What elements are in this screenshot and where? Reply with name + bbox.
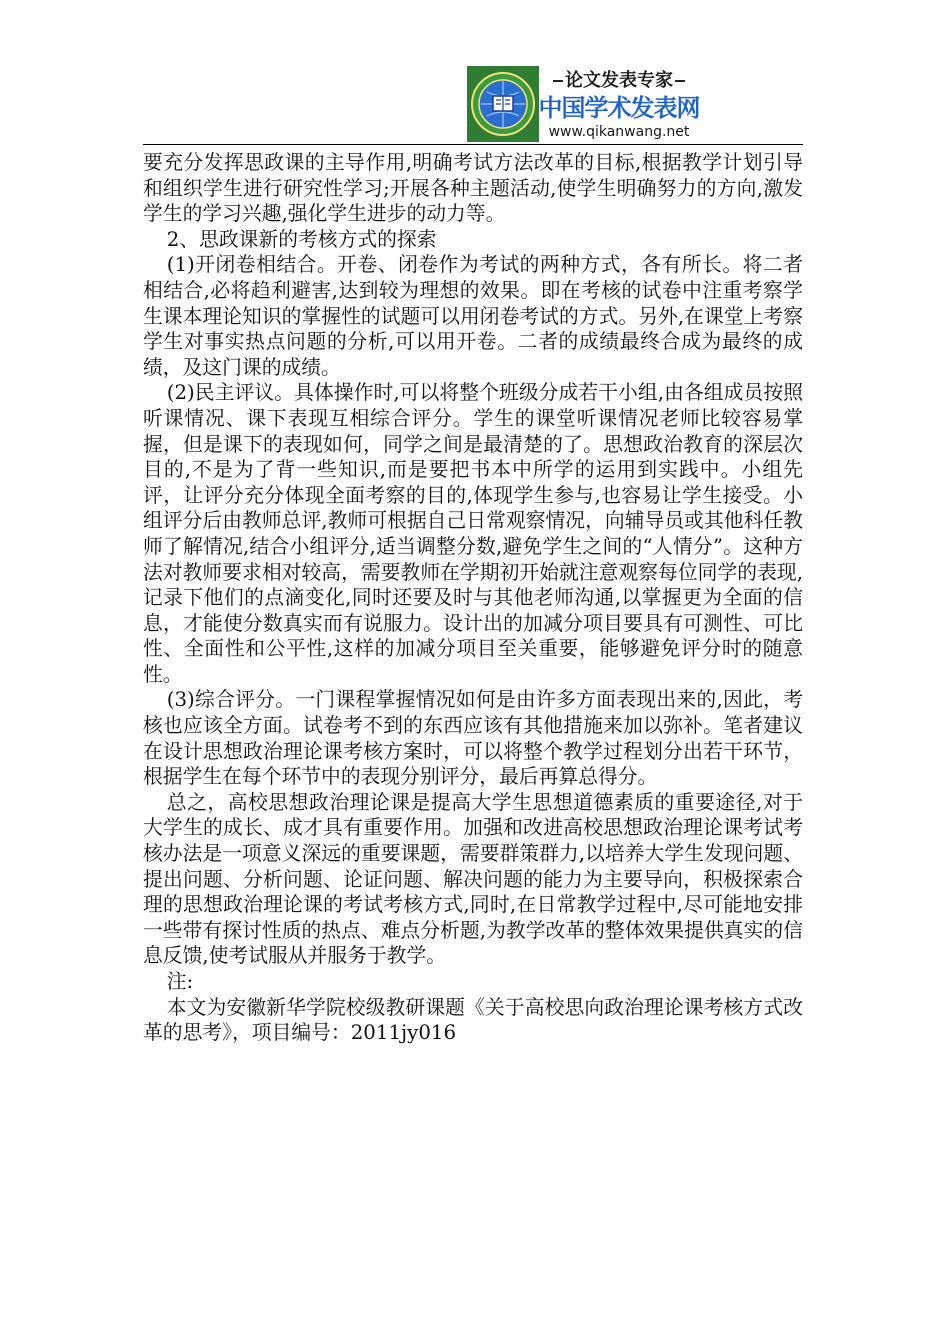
paragraph-open-closed-exam: (1)开闭卷相结合。开卷、闭卷作为考试的两种方式，各有所长。将二者相结合,必将趋利避害,达到较为理想的效果。即在考核的试卷中注重考察学生课本理论知识的掌握性的试题可以用闭卷考试的方式。另外,在课堂上考察学生对事实热点问题的分析,可以用开卷。二者的成绩最终合成为最终的成绩，及这门课的成绩。	[143, 253, 803, 379]
site-logo	[467, 66, 699, 144]
paragraph-conclusion: 总之，高校思想政治理论课是提高大学生思想道德素质的重要途径,对于大学生的成长、成才具有重要作用。加强和改进高校思想政治理论课考试考核办法是一项意义深远的重要课题，需要群策群力,以培养大学生发现问题、提出问题、分析问题、论证问题、解决问题的能力为主要导向，积极探索合理的思想政治理论课的考试考核方式,同时,在日常教学过程中,尽可能地安排一些带有探讨性质的热点、难点分析题,为教学改革的整体效果提供真实的信息反馈,使考试服从并服务于教学。	[143, 790, 803, 968]
article-body	[143, 150, 803, 1046]
paragraph-comprehensive-score: (3)综合评分。一门课程掌握情况如何是由许多方面表现出来的,因此，考核也应该全方面。试卷考不到的东西应该有其他措施来加以弥补。笔者建议在设计思想政治理论课考核方案时，可以将整个教学过程划分出若干环节，根据学生在每个环节中的表现分别评分，最后再算总得分。	[143, 688, 803, 789]
note-text: 本文为安徽新华学院校级教研课题《关于高校思向政治理论课考核方式改革的思考》，项目编号：2011jy016	[143, 995, 803, 1045]
note-label: 注:	[166, 970, 194, 993]
header-divider	[143, 144, 803, 145]
paragraph-democratic-review: (2)民主评议。具体操作时,可以将整个班级分成若干小组,由各组成员按照听课情况、课下表现互相综合评分。学生的课堂听课情况老师比较容易掌握，但是课下的表现如何，同学之间是最清楚的了。思想政治教育的深层次目的,不是为了背一些知识,而是要把书本中所学的运用到实践中。小组先评，让评分充分体现全面考察的目的,体现学生参与,也容易让学生接受。小组评分后由教师总评,教师可根据自己日常观察情况，向辅导员或其他科任教师了解情况,结合小组评分,适当调整分数,避免学生之间的“人情分”。这种方法对教师要求相对较高，需要教师在学期初开始就注意观察每位同学的表现,记录下他们的点滴变化,同时还要及时与其他老师沟通,以掌握更为全面的信息，才能使分数真实而有说服力。设计出的加减分项目要具有可测性、可比性、全面性和公平性,这样的加减分项目至关重要，能够避免评分时的随意性。	[143, 381, 803, 686]
logo-url: www.qikanwang.net	[548, 124, 690, 140]
logo-tagline: 论文发表专家	[539, 70, 699, 92]
logo-title: 中国学术发表网	[538, 94, 700, 122]
globe-emblem-icon	[467, 66, 539, 142]
paragraph-intro: 要充分发挥思政课的主导作用,明确考试方法改革的目标,根据教学计划引导和组织学生进行研究性学习;开展各种主题活动,使学生明确努力的方向,激发学生的学习兴趣,强化学生进步的动力等。	[143, 151, 803, 226]
section-heading: 2、思政课新的考核方式的探索	[166, 227, 437, 251]
